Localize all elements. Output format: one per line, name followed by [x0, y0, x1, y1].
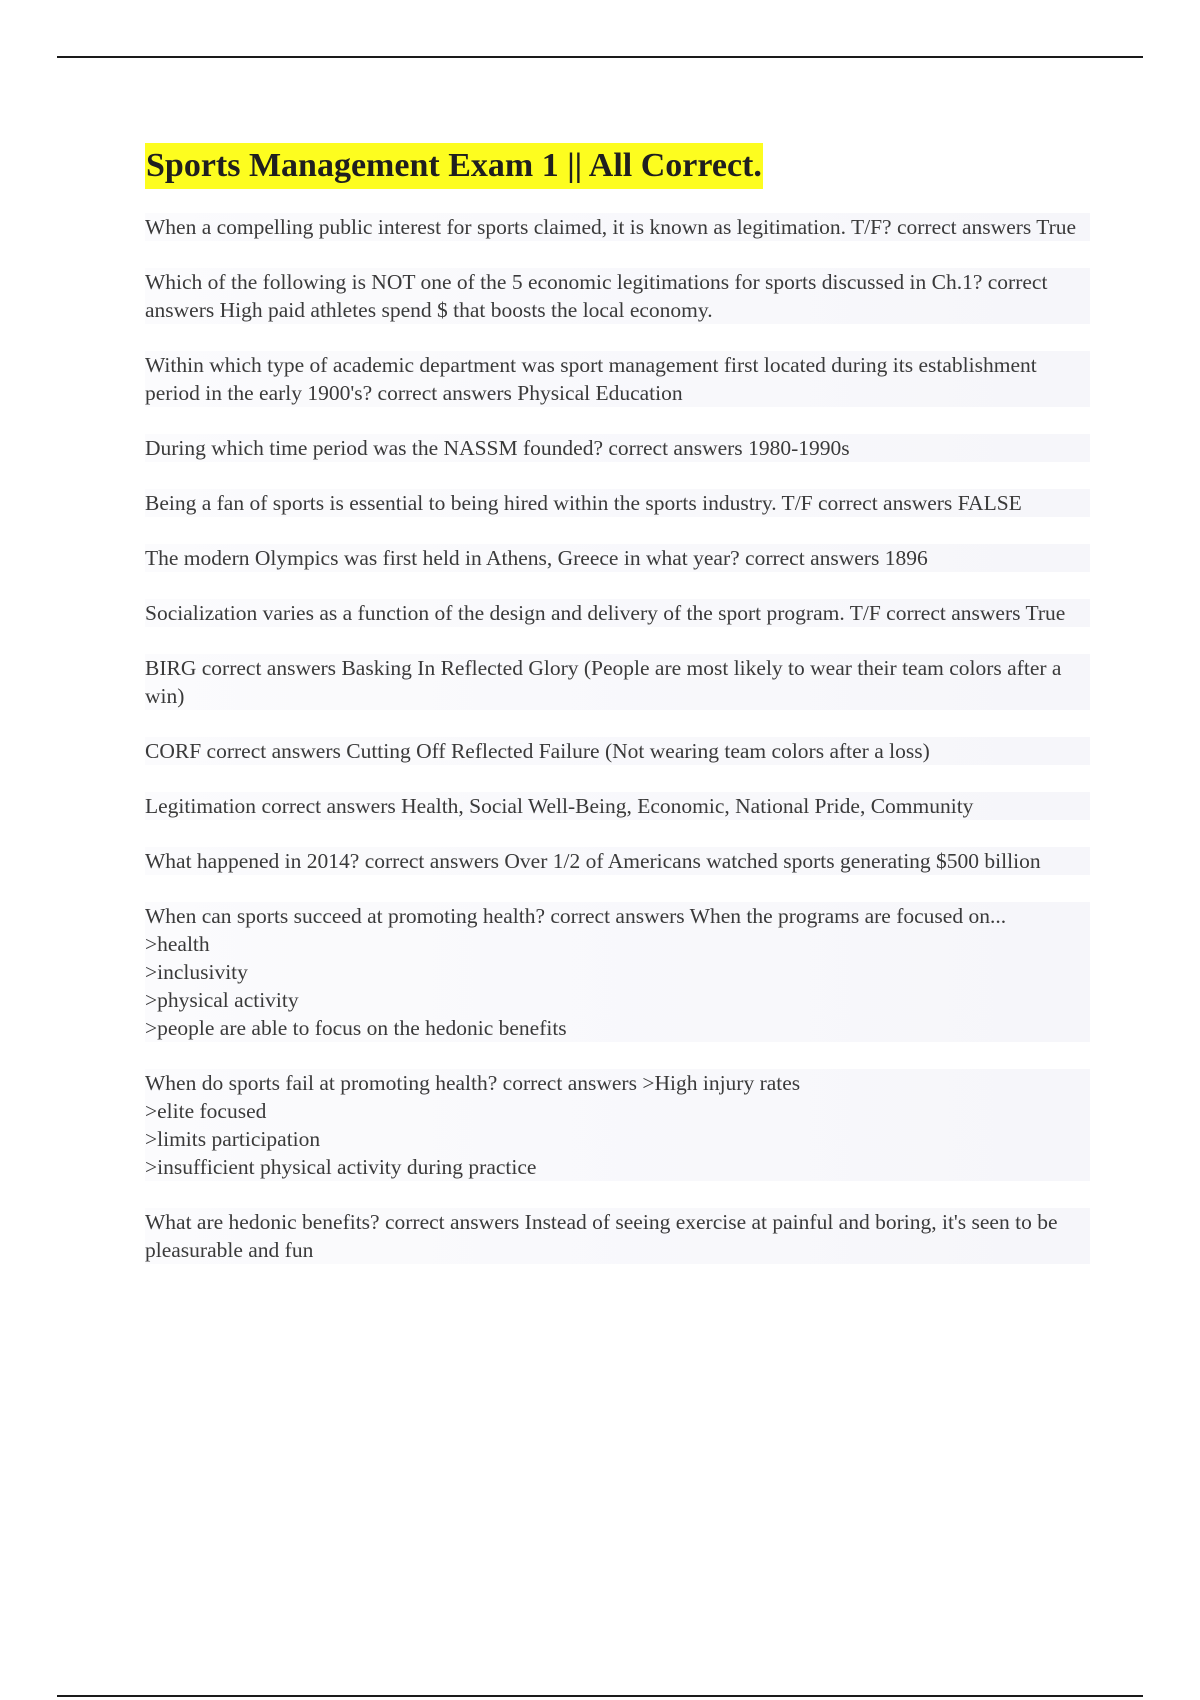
answer-separator: correct answers [256, 794, 402, 818]
answer-separator: correct answers [545, 904, 690, 928]
question-text: BIRG [145, 656, 197, 680]
question-text: When do sports fail at promoting health? [145, 1071, 498, 1095]
qa-item [145, 1069, 1090, 1181]
answer-text: Instead of seeing exercise at painful and boring, it's seen to be pleasurable and fun [145, 1210, 1058, 1262]
qa-item [145, 847, 1090, 875]
answer-text: >High injury rates >elite focused >limits participation >insufficient physical activity during practice [145, 1071, 801, 1179]
answer-separator: correct answers [739, 546, 885, 570]
top-rule [57, 56, 1143, 58]
answer-text: True [1036, 215, 1077, 239]
qa-item [145, 213, 1090, 241]
question-text: Socialization varies as a function of the design and delivery of the sport program. T/F [145, 601, 881, 625]
qa-list [145, 213, 1090, 1264]
qa-item [145, 792, 1090, 820]
answer-separator: correct answers [359, 849, 505, 873]
answer-text: Physical Education [517, 381, 683, 405]
answer-text: Basking In Reflected Glory (People are most likely to wear their team colors after a win) [145, 656, 1062, 708]
answer-text: Cutting Off Reflected Failure (Not wearing team colors after a loss) [346, 739, 930, 763]
qa-item [145, 654, 1090, 710]
qa-item [145, 268, 1090, 324]
question-text: When can sports succeed at promoting health? [145, 904, 545, 928]
question-text: What are hedonic benefits? [145, 1210, 380, 1234]
answer-text: High paid athletes spend $ that boosts the local economy. [219, 298, 713, 322]
answer-separator: correct answers [145, 270, 1048, 322]
answer-separator: correct answers [603, 436, 749, 460]
document-body [145, 143, 1090, 1291]
question-text: Within which type of academic department was sport management first located during its establishment period in the early 1900's? [145, 353, 1037, 405]
qa-item [145, 351, 1090, 407]
question-text: Which of the following is NOT one of the 5 economic legitimations for sports discussed in Ch.1? [145, 270, 983, 294]
answer-text: True [1025, 601, 1066, 625]
qa-item [145, 434, 1090, 462]
answer-text: FALSE [957, 491, 1022, 515]
qa-item [145, 489, 1090, 517]
answer-text: Over 1/2 of Americans watched sports generating $500 billion [504, 849, 1041, 873]
answer-separator: correct answers [891, 215, 1037, 239]
question-text: CORF [145, 739, 202, 763]
answer-separator: correct answers [196, 656, 342, 680]
qa-item [145, 902, 1090, 1042]
document-title: Sports Management Exam 1 || All Correct. [145, 143, 763, 189]
question-text: Being a fan of sports is essential to being hired within the sports industry. T/F [145, 491, 813, 515]
answer-separator: correct answers [201, 739, 347, 763]
answer-separator: correct answers [880, 601, 1026, 625]
answer-separator: correct answers [372, 381, 518, 405]
answer-text: Health, Social Well-Being, Economic, National Pride, Community [401, 794, 974, 818]
qa-item [145, 737, 1090, 765]
answer-text: 1896 [884, 546, 928, 570]
question-text: What happened in 2014? [145, 849, 360, 873]
question-text: The modern Olympics was first held in Athens, Greece in what year? [145, 546, 740, 570]
answer-text: When the programs are focused on... >health >inclusivity >physical activity >people are able to focus on the hedonic benefits [145, 904, 1007, 1040]
question-text: During which time period was the NASSM founded? [145, 436, 603, 460]
question-text: Legitimation [145, 794, 257, 818]
answer-separator: correct answers [379, 1210, 525, 1234]
qa-item [145, 1208, 1090, 1264]
qa-item [145, 599, 1090, 627]
qa-item [145, 544, 1090, 572]
question-text: When a compelling public interest for sports claimed, it is known as legitimation. T/F? [145, 215, 892, 239]
bottom-rule [57, 1695, 1143, 1697]
answer-separator: correct answers [497, 1071, 643, 1095]
answer-text: 1980-1990s [748, 436, 850, 460]
answer-separator: correct answers [812, 491, 958, 515]
